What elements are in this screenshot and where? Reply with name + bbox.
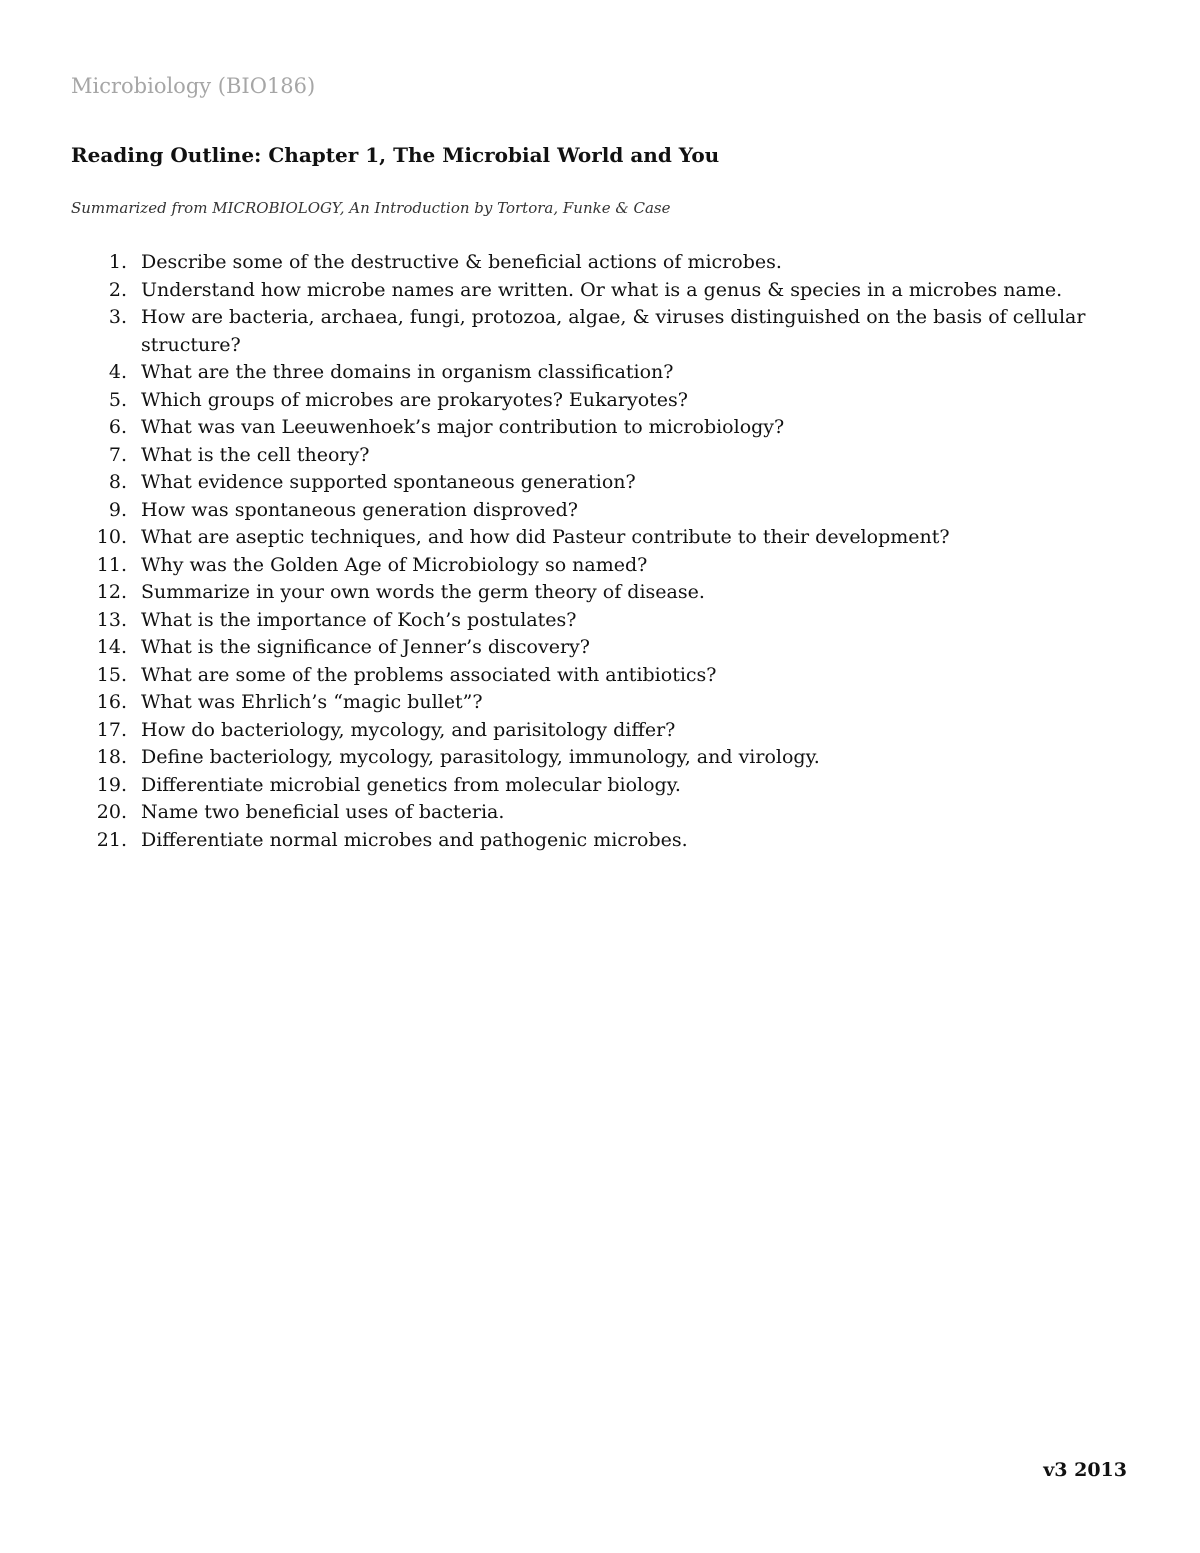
list-item [0,469,1140,497]
list-item-text: How are bacteria, archaea, fungi, protozoa, algae, & viruses distinguished on the basis of cellular structure? [141,306,1086,356]
list-item [0,414,1140,442]
list-item-text: Differentiate normal microbes and pathogenic microbes. [141,828,688,851]
list-item-text: What is the significance of Jenner’s discovery? [141,636,590,658]
list-item-text: What are some of the problems associated with antibiotics? [141,663,717,686]
list-item-text: Understand how microbe names are written. Or what is a genus & species in a microbes name. [141,278,1063,301]
list-item [0,744,1140,772]
list-item-number: 2. [108,278,127,301]
list-item-number: 15. [96,663,127,686]
list-item [0,772,1140,800]
list-item-number: 12. [96,581,127,603]
page-title: Reading Outline: Chapter 1, The Microbial World and You [71,143,720,167]
list-item-text: Define bacteriology, mycology, parasitology, immunology, and virology. [141,746,820,768]
list-item [0,277,1140,305]
list-item-text: Why was the Golden Age of Microbiology so named? [141,553,648,576]
list-item [0,359,1140,387]
page-subtitle: Summarized from MICROBIOLOGY, An Introduction by Tortora, Funke & Case [71,199,671,217]
list-item [0,634,1140,662]
course-header: Microbiology (BIO186) [71,74,316,98]
list-item-text: What was van Leeuwenhoek’s major contribution to microbiology? [141,416,785,438]
list-item-number: 17. [96,718,127,741]
list-item-text: Summarize in your own words the germ theory of disease. [141,581,705,603]
list-item [0,387,1140,415]
list-item-text: What is the cell theory? [141,443,370,466]
list-item-text: What are the three domains in organism classification? [141,361,674,383]
version-label: v3 2013 [1043,1459,1127,1481]
list-item [0,579,1140,607]
list-item-number: 20. [96,801,127,823]
list-item-number: 7. [108,443,127,466]
list-item [0,442,1140,470]
list-item-number: 16. [96,691,127,713]
list-item [0,552,1140,580]
list-item [0,689,1140,717]
list-item-number: 19. [96,773,127,796]
list-item-number: 1. [108,251,127,273]
list-item-text: What was Ehrlich’s “magic bullet”? [141,691,483,713]
list-item-text: Name two beneficial uses of bacteria. [141,801,505,823]
list-item [0,497,1140,525]
list-item [0,524,1140,552]
list-item-number: 10. [96,526,127,548]
list-item-number: 11. [96,553,127,576]
list-item-number: 13. [96,608,127,631]
list-item-number: 8. [108,471,127,493]
list-item-number: 5. [108,388,127,411]
list-item-number: 6. [108,416,127,438]
list-item [0,662,1140,690]
list-item-number: 21. [96,828,127,851]
list-item-text: What are aseptic techniques, and how did Pasteur contribute to their development? [141,526,950,548]
reading-outline-list [0,249,1140,854]
list-item [0,607,1140,635]
list-item-text: How was spontaneous generation disproved? [141,498,578,521]
list-item-text: Describe some of the destructive & beneficial actions of microbes. [141,251,782,273]
list-item [0,304,1140,359]
list-item-text: What evidence supported spontaneous generation? [141,471,636,493]
list-item-number: 9. [108,498,127,521]
list-item-number: 4. [108,361,127,383]
list-item-text: What is the importance of Koch’s postulates? [141,608,577,631]
list-item-number: 14. [96,636,127,658]
list-item-text: Differentiate microbial genetics from molecular biology. [141,773,681,796]
list-item-text: How do bacteriology, mycology, and parisitology differ? [141,718,676,741]
list-item [0,249,1140,277]
list-item-number: 18. [96,746,127,768]
list-item [0,717,1140,745]
list-item [0,827,1140,855]
list-item-text: Which groups of microbes are prokaryotes? Eukaryotes? [141,388,688,411]
list-item [0,799,1140,827]
list-item-number: 3. [108,306,127,328]
